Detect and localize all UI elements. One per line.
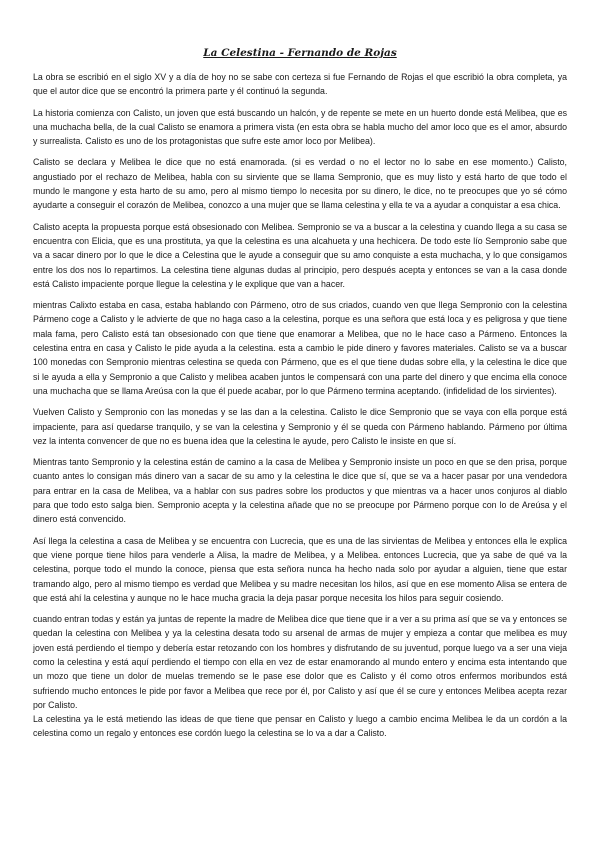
paragraph-historia: La historia comienza con Calisto, un joven que está buscando un halcón, y de repente se mete en un huerto donde está Melibea, que es una muchacha bella, de la cual Calisto se enamora a primera vista (en esta obra se habla mucho del amor loco que es el amor, absurdo y surrealista. Calisto es uno de los protagonistas que sufre este amor loco por Melibea). [33, 107, 567, 147]
paragraph-cordon: La celestina ya le está metiendo las ideas de que tiene que pensar en Calisto y luego a cambio encima Melibea le da un cordón a la celestina como un regalo y entonces ese cordón luego la celestina se lo va a dar a Calisto. [33, 714, 567, 739]
document-title: La Celestina - Fernando de Rojas [203, 47, 397, 59]
paragraph-camino: Mientras tanto Sempronio y la celestina están de camino a la casa de Melibea y Sempronio insiste un poco en que se den prisa, porque cuanto antes lo consigan más dinero van a sacar de su amo y la celestina le dice que sí, que se va a hacer pasar por una vendedora para entrar en la casa de Melibea, va a hablar con sus padres sobre los productos y que mientras va a hacer unos conjuros al diablo para que todo esto salga bien. Sempronio acepta y la celestina añade que no se preocupe por Pármeno porque con lo de Areúsa y el dinero está convencido. [33, 457, 567, 525]
paragraph-melibea: cuando entran todas y están ya juntas de repente la madre de Melibea dice que tiene que ir a ver a su prima así que se va y entonces se quedan la celestina con Melibea y ya la celestina desata todo su arsenal de armas de mujer y empieza a contar que melibea es muy joven está perdiendo el tiempo y debería estar retozando con los hombres y disfrutando de su juventud, porque luego va a ser una vieja como la celestina y está aquí perdiendo el tiempo con ella en vez de estar enamorando al mundo entero y encima esta intentando que un mozo que tiene un dolor de muelas tremendo se le pase ese dolor que es Calisto y él como otros enfermos moribundos está sufriendo mucho entonces le pide por favor a Melibea que rece por él, por Calisto y así que él se cure y entonces Melibea acepta rezar por Calisto. [33, 614, 568, 710]
paragraph-propuesta: Calisto acepta la propuesta porque está obsesionado con Melibea. Sempronio se va a buscar a la celestina y cuando llega a su casa se encuentra con Elicia, que es una prostituta, ya que la celestina es una alcahueta y una hechicera. De todo este lío Sempronio sabe que va a sacar dinero por lo que le dice a Celestina que le ayude a conseguir que su amo conquiste a esta muchacha, y lo que consigamos entre los dos nos lo repartimos. La celestina tiene algunas dudas al principio, pero después acepta y entonces se van a la casa donde está Calisto impaciente porque llegue la celestina y le explique que van a hacer. [33, 221, 567, 289]
paragraph-parmeno: mientras Calixto estaba en casa, estaba hablando con Pármeno, otro de sus criados, cuando ven que llega Sempronio con la celestina Pármeno coge a Calisto y le advierte de que no haga caso a la celestina, porque es una señora que está loca y es peligrosa y que tiene mala fama, pero Calisto está tan obsesionado con que tiene que enamorar a Melibea, que no le hace caso a Pármeno. Entonces la celestina entra en casa y Calisto le pide ayuda a la celestina. esta a cambio le pide dinero y favores materiales. Calisto se va a buscar 100 monedas con Sempronio mientras celestina se queda con Pármeno, que es el que tiene dudas sobre ella, y la celestina le dice que si le ayuda a ella y Sempronio a que Calisto y melibea acaben juntos le compensará con una parte del dinero y que encima ella conoce una muchacha que se llama Areúsa con la que él puede acabar, por lo que Pármeno termina aceptando. (infidelidad de los sirvientes). [33, 300, 567, 396]
paragraph-monedas: Vuelven Calisto y Sempronio con las monedas y se las dan a la celestina. Calisto le dice Sempronio que se vaya con ella porque está impaciente, para así quedarse tranquilo, y se van la celestina y Sempronio y él se queda con Pármeno hablando. Pármeno por última vez la intenta convencer de que no es buena idea que la celestina le ayude, pero Calisto le insiste en que sí. [33, 407, 567, 446]
paragraph-lucrecia: Así llega la celestina a casa de Melibea y se encuentra con Lucrecia, que es una de las sirvientas de Melibea y entonces ella le explica que viene porque tiene hilos para venderle a Alisa, la madre de Melibea, y a Melibea. entonces Lucrecia, que ya sabe de qué va la celestina, porque todo el mundo la conoce, piensa que esta señora nunca ha hecho nada solo por ayudar a alguien, tiene que estar tramando algo, pero al mismo tiempo es verdad que Melibea y su madre necesitan los hilos, así que en ese momento Alisa se entera de que está ahí la celestina y aunque no le hace mucha gracia la deja pasar porque necesita los hilos para seguir cosiendo. [33, 535, 567, 603]
paragraph-intro: La obra se escribió en el siglo XV y a día de hoy no se sabe con certeza si fue Fernando de Rojas el que escribió la obra completa, ya que el autor dice que se encontró la primera parte y él continuó la segunda. [33, 72, 567, 97]
paragraph-declaracion: Calisto se declara y Melibea le dice que no está enamorada. (si es verdad o no el lector no lo sabe en ese momento.) Calisto, angustiado por el rechazo de Melibea, habla con su sirviente que se llama Sempronio, que es muy listo y está harto de que todo el mundo le mangone y esta harto de su amo, pero al mismo tiempo lo necesita por su dinero, le dice, no te preocupes que yo sé cómo ayudarte a conseguir el corazón de Melibea, conozco a una mujer que se llama celestina y ella te va a ayudar a conquistar a esa chica. [33, 157, 567, 211]
